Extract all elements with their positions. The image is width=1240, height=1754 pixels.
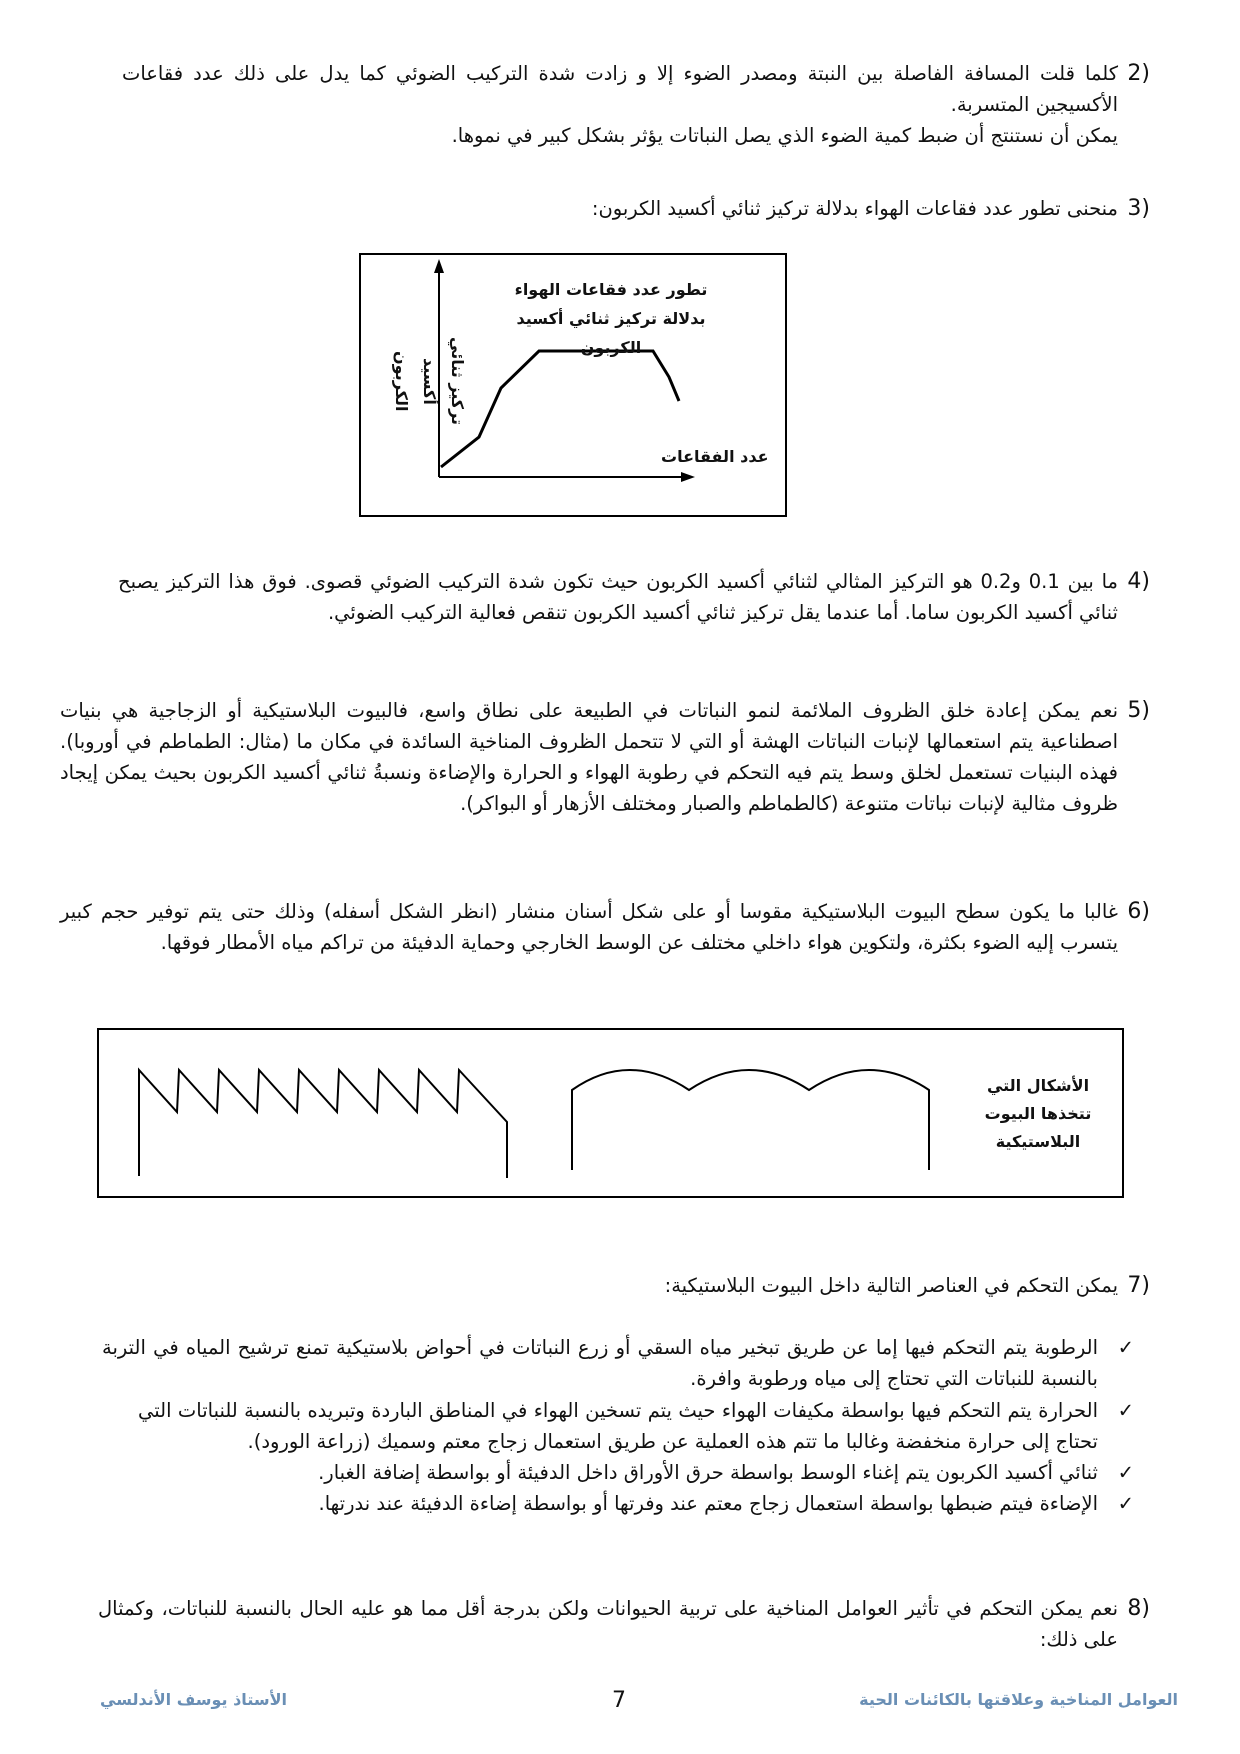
answer-2-line-1: كلما قلت المسافة الفاصلة بين النبتة ومصدر الضوء إلا و زادت شدة التركيب الضوئي كما يدل على ذلك عدد فقاعات الأكسيجين المتسربة.: [122, 62, 1118, 116]
check-icon: ✓: [1117, 1461, 1134, 1484]
answer-3-text: منحنى تطور عدد فقاعات الهواء بدلالة تركيز ثنائي أكسيد الكربون:: [591, 197, 1118, 220]
list-item: [138, 1488, 1134, 1519]
answer-5: [60, 695, 1150, 819]
list-item: [102, 1332, 1134, 1394]
answer-2-line-2: يمكن أن نستنتج أن ضبط كمية الضوء الذي يصل النباتات يؤثر بشكل كبير في نموها.: [451, 124, 1118, 147]
list-item: [138, 1457, 1134, 1488]
check-icon: ✓: [1117, 1399, 1134, 1422]
bullet-lighting: الإضاءة فيتم ضبطها بواسطة استعمال زجاج معتم عند وفرتها أو بواسطة إضاءة الدفيئة عند ندرتها.: [318, 1492, 1098, 1515]
answer-3: [122, 193, 1150, 224]
list-item: [138, 1395, 1134, 1457]
control-elements-list-2: [138, 1395, 1134, 1519]
page-number: 7: [612, 1688, 626, 1713]
bullet-co2: ثنائي أكسيد الكربون يتم إغناء الوسط بواسطة حرق الأوراق داخل الدفيئة أو بواسطة إضافة الغبار.: [318, 1461, 1098, 1484]
answer-4: [118, 566, 1150, 628]
y-axis-arrow: [434, 259, 444, 273]
answer-5-text: نعم يمكن إعادة خلق الظروف الملائمة لنمو النباتات في الطبيعة على نطاق واسع، فالبيوت البلاستيكية أو الزجاجية هي بنيات اصطناعية يتم استعمالها لإنبات النباتات الهشة أو التي لا تتحمل الظروف المناخية السائدة في مكان ما (مثال: الطماطم في أوروبا). فهذه البنيات تستعمل لخلق وسط يتم فيه التحكم في رطوبة الهواء و الحرارة والإضاءة ونسبةُ ثنائي أكسيد الكربون بحيث يمكن إيجاد ظروف مثالية لإنبات نباتات متنوعة (كالطماطم والصبار ومختلف الأزهار أو البواكر).: [60, 699, 1118, 815]
graph-curve: [441, 351, 679, 467]
answer-6: [60, 896, 1150, 958]
graph-x-axis-label: عدد الفقاعات: [661, 447, 769, 466]
answer-7: [122, 1270, 1150, 1301]
greenhouse-shapes-figure: [97, 1028, 1124, 1198]
check-icon: ✓: [1117, 1336, 1134, 1359]
answer-8-text: نعم يمكن التحكم في تأثير العوامل المناخية على تربية الحيوانات ولكن بدرجة أقل مما هو عليه الحال بالنسبة للنباتات، وكمثال على ذلك:: [98, 1597, 1118, 1651]
graph-title: تطور عدد فقاعات الهواء بدلالة تركيز ثنائي أكسيد الكربون: [514, 280, 708, 357]
bullet-temperature: الحرارة يتم التحكم فيها بواسطة مكيفات الهواء حيث يتم تسخين الهواء في المناطق الباردة وتبريده بالنسبة للنباتات التي تحتاج إلى حرارة منخفضة وغالبا ما تتم هذه العملية عن طريق استعمال زجاج معتم وسميك (زراعة الورود).: [138, 1399, 1098, 1453]
answer-number: 5): [1127, 698, 1150, 723]
control-elements-list: [102, 1332, 1134, 1394]
footer-author: الأستاذ يوسف الأندلسي: [100, 1690, 287, 1709]
greenhouse-shapes-label: الأشكال التي تتخذها البيوت البلاستيكية: [984, 1076, 1092, 1151]
answer-number: 6): [1127, 899, 1150, 924]
sawtooth-roof-shape: [139, 1070, 507, 1178]
answer-number: 4): [1127, 569, 1150, 594]
answer-number: 2): [1127, 61, 1150, 86]
answer-2: [122, 58, 1150, 151]
answer-8: [98, 1593, 1150, 1655]
answer-4-text: ما بين 0.1 و0.2 هو التركيز المثالي لثنائي أكسيد الكربون حيث تكون شدة التركيب الضوئي قصوى. فوق هذا التركيز يصبح ثنائي أكسيد الكربون ساما. أما عندما يقل تركيز ثنائي أكسيد الكربون تنقص فعالية التركيب الضوئي.: [118, 570, 1118, 624]
answer-number: 3): [1127, 196, 1150, 221]
answer-number: 8): [1127, 1596, 1150, 1621]
check-icon: ✓: [1117, 1492, 1134, 1515]
footer-course-title: العوامل المناخية وعلاقتها بالكائنات الحية: [859, 1690, 1178, 1709]
answer-number: 7): [1127, 1273, 1150, 1298]
answer-6-text: غالبا ما يكون سطح البيوت البلاستيكية مقوسا أو على شكل أسنان منشار (انظر الشكل أسفله) وذلك حتى يتم توفير حجم كبير يتسرب إليه الضوء بكثرة، ولتكوين هواء داخلي مختلف عن الوسط الخارجي وحماية الدفيئة من تراكم مياه الأمطار فوقها.: [60, 900, 1118, 954]
bullet-humidity: الرطوبة يتم التحكم فيها إما عن طريق تبخير مياه السقي أو زرع النباتات في أحواض بلاستيكية تمنع ترشيح المياه في التربة بالنسبة للنباتات التي تحتاج إلى مياه ورطوبة وافرة.: [102, 1336, 1098, 1390]
graph-y-axis-label: تركيز ثنائي أكسيد الكربون: [392, 336, 467, 426]
answer-7-text: يمكن التحكم في العناصر التالية داخل البيوت البلاستيكية:: [664, 1274, 1118, 1297]
co2-bubbles-graph: [359, 253, 787, 517]
x-axis-arrow: [681, 472, 695, 482]
arched-roof-shape: [572, 1070, 929, 1170]
